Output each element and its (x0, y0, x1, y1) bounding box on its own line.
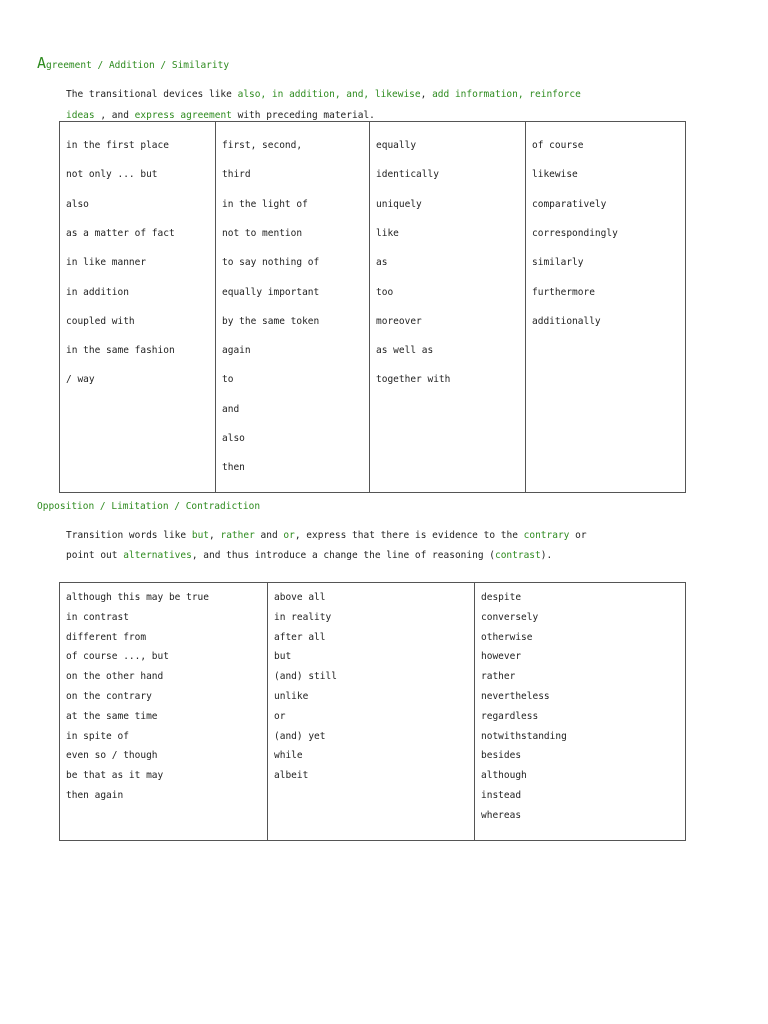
agreement-column-2 (215, 122, 370, 492)
agreement-column-1 (60, 122, 215, 492)
transition-word: in the light of (222, 198, 308, 210)
transition-word: together with (376, 374, 451, 386)
opposition-column-3 (474, 583, 685, 840)
transition-word: besides (481, 750, 522, 762)
transition-word: identically (376, 169, 439, 181)
heading-rest: greement / Addition / Similarity (46, 60, 230, 71)
section1-intro-line1 (66, 89, 581, 100)
transition-word: in reality (274, 611, 332, 623)
section2-intro-line2 (66, 550, 552, 561)
heading-initial: A (37, 54, 47, 72)
section-heading-opposition: Opposition / Limitation / Contradiction (37, 501, 261, 512)
transition-word: as well as (376, 345, 434, 357)
transition-word: while (274, 750, 303, 762)
transition-word: in contrast (66, 611, 129, 623)
transition-word: different from (66, 631, 147, 643)
transition-word: nevertheless (481, 691, 550, 702)
section-heading-agreement (37, 54, 229, 72)
transition-word: and (222, 403, 240, 415)
intro-highlight: add information, reinforce (432, 89, 581, 100)
transition-word: to say nothing of (222, 257, 320, 269)
transition-word: in spite of (66, 730, 129, 742)
transition-word: as a matter of fact (66, 227, 175, 239)
transition-word: albeit (274, 770, 309, 782)
transition-word: equally (376, 140, 417, 151)
intro-text: Transition words like (66, 530, 192, 541)
section2-intro-line1 (66, 530, 587, 541)
intro-highlight: rather (220, 530, 255, 541)
transition-word: likewise (532, 169, 578, 181)
opposition-column-2 (267, 583, 475, 840)
transition-word: be that as it may (66, 770, 164, 782)
intro-text: point out (66, 550, 124, 561)
opposition-table (59, 582, 686, 841)
transition-word: although (481, 770, 527, 782)
transition-word: unlike (274, 691, 309, 702)
transition-word: like (376, 227, 399, 239)
transition-word: too (376, 286, 394, 298)
transition-word: by the same token (222, 315, 320, 327)
transition-word: third (222, 169, 251, 181)
intro-text: ). (540, 550, 553, 561)
transition-word: moreover (376, 315, 422, 327)
transition-word: on the contrary (66, 691, 152, 702)
transition-word: comparatively (532, 198, 607, 210)
transition-word: equally important (222, 286, 320, 298)
transition-word: otherwise (481, 631, 533, 643)
transition-word: in the first place (66, 140, 169, 151)
transition-word: also (66, 198, 89, 210)
transition-word: again (222, 345, 251, 357)
transition-word: whereas (481, 809, 522, 821)
agreement-column-4 (525, 122, 685, 492)
transition-word: correspondingly (532, 227, 618, 239)
transition-word: even so / though (66, 750, 158, 762)
intro-highlight: but (191, 530, 210, 541)
intro-text: and (254, 530, 284, 541)
transition-word: or (274, 710, 286, 722)
intro-text: , express that there is evidence to the (294, 530, 524, 541)
intro-highlight: express agreement (134, 110, 232, 121)
transition-word: (and) still (274, 671, 337, 683)
transition-word: of course ..., but (66, 651, 169, 663)
transition-word: coupled with (66, 315, 135, 327)
transition-word: however (481, 651, 522, 663)
transition-word: then again (66, 790, 124, 801)
section1-intro-line2 (66, 110, 375, 121)
transition-word: not only ... but (66, 169, 158, 181)
intro-text: with preceding material. (231, 110, 375, 121)
transition-word: in like manner (66, 257, 147, 269)
transition-word: conversely (481, 611, 539, 623)
transition-word: of course (532, 140, 584, 151)
transition-word: to (222, 374, 234, 386)
transition-word: notwithstanding (481, 730, 567, 742)
intro-highlight: contrary (523, 530, 570, 541)
transition-word: in the same fashion (66, 345, 175, 357)
intro-highlight: or (283, 530, 295, 541)
transition-word: also (222, 433, 245, 444)
agreement-column-3 (369, 122, 526, 492)
intro-highlight: also, in addition, and, likewise (237, 89, 421, 100)
transition-word: on the other hand (66, 671, 164, 683)
transition-word: regardless (481, 710, 539, 722)
transition-word: first, second, (222, 140, 303, 151)
intro-highlight: alternatives (123, 550, 192, 561)
transition-word: at the same time (66, 710, 158, 722)
transition-word: rather (481, 671, 516, 683)
transition-word: then (222, 462, 245, 474)
agreement-table (59, 121, 686, 493)
transition-word: uniquely (376, 198, 422, 210)
intro-text: , and (94, 110, 135, 121)
intro-highlight: ideas (66, 110, 95, 121)
transition-word: above all (274, 592, 326, 603)
transition-word: / way (66, 374, 95, 386)
transition-word: similarly (532, 257, 584, 269)
opposition-column-1 (60, 583, 267, 840)
transition-word: furthermore (532, 286, 595, 298)
transition-word: instead (481, 790, 522, 801)
intro-highlight: contrast (494, 550, 541, 561)
transition-word: (and) yet (274, 730, 326, 742)
transition-word: but (274, 651, 292, 663)
transition-word: in addition (66, 286, 129, 298)
intro-text: The transitional devices like (66, 89, 238, 100)
intro-text: , (420, 89, 433, 100)
transition-word: additionally (532, 315, 601, 327)
transition-word: as (376, 257, 388, 269)
transition-word: although this may be true (66, 592, 209, 603)
transition-word: after all (274, 631, 326, 643)
intro-text: , and thus introduce a change the line of reasoning ( (191, 550, 495, 561)
intro-text: or (569, 530, 587, 541)
transition-word: despite (481, 592, 522, 603)
transition-word: not to mention (222, 227, 303, 239)
intro-text: , (209, 530, 221, 541)
